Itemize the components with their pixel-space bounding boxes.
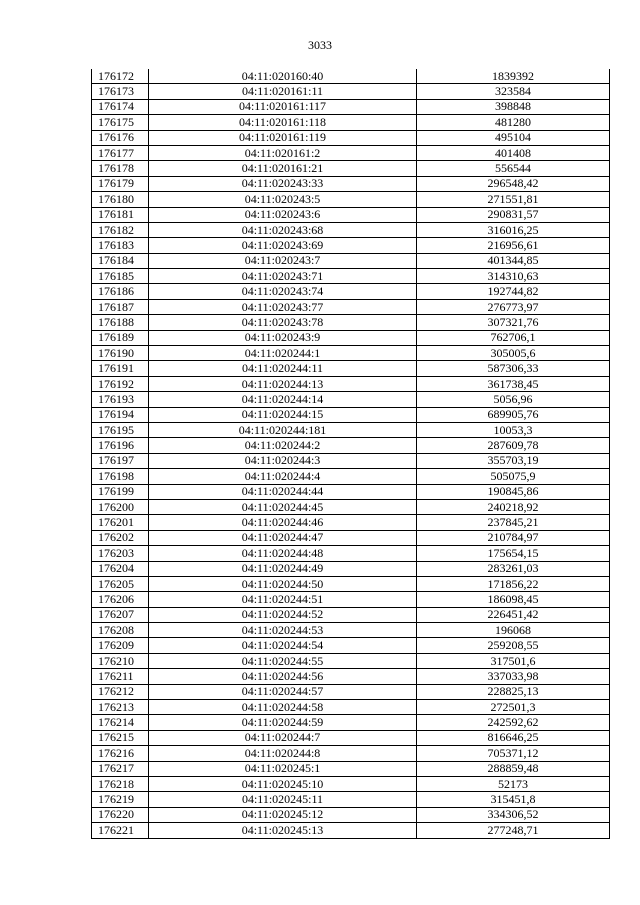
row-number-cell: 176213 [92,700,149,715]
row-number-cell: 176203 [92,546,149,561]
row-number-cell: 176218 [92,776,149,791]
row-number-cell: 176196 [92,438,149,453]
cadastral-number-cell: 04:11:020243:78 [149,315,417,330]
cadastral-value-cell: 334306,52 [417,807,610,822]
table-row [92,207,610,222]
cadastral-value-cell: 337033,98 [417,669,610,684]
cadastral-value-cell: 237845,21 [417,515,610,530]
cadastral-number-cell: 04:11:020243:5 [149,192,417,207]
table-row [92,192,610,207]
table-row [92,346,610,361]
table-row [92,715,610,730]
cadastral-number-cell: 04:11:020245:13 [149,823,417,838]
cadastral-value-cell: 317501,6 [417,653,610,668]
cadastral-value-cell: 190845,86 [417,484,610,499]
table-row [92,623,610,638]
cadastral-value-cell: 5056,96 [417,392,610,407]
cadastral-value-cell: 283261,03 [417,561,610,576]
row-number-cell: 176206 [92,592,149,607]
row-number-cell: 176176 [92,130,149,145]
cadastral-number-cell: 04:11:020160:40 [149,69,417,84]
cadastral-value-cell: 10053,3 [417,422,610,437]
table-row [92,499,610,514]
table-row [92,176,610,191]
row-number-cell: 176173 [92,84,149,99]
cadastral-number-cell: 04:11:020244:47 [149,530,417,545]
table-row [92,653,610,668]
table-row [92,530,610,545]
table-row [92,684,610,699]
cadastral-value-cell: 271551,81 [417,192,610,207]
cadastral-value-cell: 287609,78 [417,438,610,453]
row-number-cell: 176210 [92,653,149,668]
cadastral-value-cell: 401408 [417,145,610,160]
cadastral-number-cell: 04:11:020244:7 [149,730,417,745]
cadastral-number-cell: 04:11:020244:54 [149,638,417,653]
row-number-cell: 176197 [92,453,149,468]
table-row [92,576,610,591]
table-row [92,746,610,761]
table-row [92,561,610,576]
table-row [92,99,610,114]
row-number-cell: 176187 [92,299,149,314]
row-number-cell: 176215 [92,730,149,745]
table-row [92,792,610,807]
row-number-cell: 176184 [92,253,149,268]
cadastral-number-cell: 04:11:020244:55 [149,653,417,668]
row-number-cell: 176183 [92,238,149,253]
table-row [92,299,610,314]
row-number-cell: 176178 [92,161,149,176]
cadastral-value-cell: 196068 [417,623,610,638]
cadastral-number-cell: 04:11:020244:44 [149,484,417,499]
row-number-cell: 176220 [92,807,149,822]
row-number-cell: 176212 [92,684,149,699]
cadastral-number-cell: 04:11:020244:46 [149,515,417,530]
cadastral-value-cell: 305005,6 [417,346,610,361]
table-row [92,761,610,776]
table-row [92,469,610,484]
row-number-cell: 176208 [92,623,149,638]
cadastral-number-cell: 04:11:020244:15 [149,407,417,422]
cadastral-number-cell: 04:11:020161:118 [149,115,417,130]
cadastral-number-cell: 04:11:020244:11 [149,361,417,376]
row-number-cell: 176194 [92,407,149,422]
table-row [92,823,610,838]
cadastral-number-cell: 04:11:020161:119 [149,130,417,145]
table-row [92,330,610,345]
table-row [92,407,610,422]
table-row [92,730,610,745]
cadastral-value-cell: 171856,22 [417,576,610,591]
cadastral-number-cell: 04:11:020243:71 [149,269,417,284]
cadastral-number-cell: 04:11:020243:68 [149,222,417,237]
table-row [92,546,610,561]
cadastral-number-cell: 04:11:020244:53 [149,623,417,638]
cadastral-number-cell: 04:11:020243:7 [149,253,417,268]
cadastral-number-cell: 04:11:020244:14 [149,392,417,407]
row-number-cell: 176211 [92,669,149,684]
cadastral-number-cell: 04:11:020244:58 [149,700,417,715]
cadastral-value-cell: 52173 [417,776,610,791]
row-number-cell: 176191 [92,361,149,376]
cadastral-number-cell: 04:11:020244:181 [149,422,417,437]
cadastral-number-cell: 04:11:020243:9 [149,330,417,345]
table-row [92,130,610,145]
cadastral-value-cell: 705371,12 [417,746,610,761]
cadastral-number-cell: 04:11:020244:52 [149,607,417,622]
table-row [92,453,610,468]
row-number-cell: 176207 [92,607,149,622]
table-body [92,69,610,838]
row-number-cell: 176201 [92,515,149,530]
table-row [92,484,610,499]
cadastral-value-cell: 689905,76 [417,407,610,422]
page-number: 3033 [308,38,332,52]
cadastral-number-cell: 04:11:020244:56 [149,669,417,684]
cadastral-value-cell: 361738,45 [417,376,610,391]
row-number-cell: 176219 [92,792,149,807]
row-number-cell: 176200 [92,499,149,514]
row-number-cell: 176189 [92,330,149,345]
row-number-cell: 176181 [92,207,149,222]
table-row [92,269,610,284]
cadastral-number-cell: 04:11:020243:74 [149,284,417,299]
row-number-cell: 176216 [92,746,149,761]
table-row [92,638,610,653]
cadastral-value-cell: 398848 [417,99,610,114]
cadastral-number-cell: 04:11:020245:11 [149,792,417,807]
table-row [92,515,610,530]
cadastral-value-cell: 272501,3 [417,700,610,715]
table-row [92,69,610,84]
cadastral-number-cell: 04:11:020244:57 [149,684,417,699]
cadastral-number-cell: 04:11:020245:1 [149,761,417,776]
cadastral-value-cell: 216956,61 [417,238,610,253]
cadastral-value-cell: 762706,1 [417,330,610,345]
cadastral-number-cell: 04:11:020244:50 [149,576,417,591]
cadastral-number-cell: 04:11:020161:21 [149,161,417,176]
table-row [92,776,610,791]
cadastral-value-cell: 816646,25 [417,730,610,745]
cadastral-value-cell: 240218,92 [417,499,610,514]
cadastral-value-cell: 314310,63 [417,269,610,284]
cadastral-value-cell: 210784,97 [417,530,610,545]
cadastral-value-cell: 192744,82 [417,284,610,299]
row-number-cell: 176190 [92,346,149,361]
cadastral-number-cell: 04:11:020161:117 [149,99,417,114]
cadastral-value-cell: 276773,97 [417,299,610,314]
row-number-cell: 176186 [92,284,149,299]
row-number-cell: 176198 [92,469,149,484]
cadastral-number-cell: 04:11:020243:6 [149,207,417,222]
row-number-cell: 176204 [92,561,149,576]
row-number-cell: 176177 [92,145,149,160]
cadastral-number-cell: 04:11:020161:2 [149,145,417,160]
table-row [92,438,610,453]
row-number-cell: 176217 [92,761,149,776]
row-number-cell: 176182 [92,222,149,237]
table-row [92,607,610,622]
cadastral-value-table [91,69,610,839]
table-row [92,84,610,99]
table-row [92,361,610,376]
row-number-cell: 176209 [92,638,149,653]
cadastral-number-cell: 04:11:020244:51 [149,592,417,607]
cadastral-number-cell: 04:11:020244:13 [149,376,417,391]
cadastral-number-cell: 04:11:020244:4 [149,469,417,484]
row-number-cell: 176174 [92,99,149,114]
cadastral-number-cell: 04:11:020244:48 [149,546,417,561]
cadastral-value-cell: 316016,25 [417,222,610,237]
row-number-cell: 176185 [92,269,149,284]
table-row [92,700,610,715]
cadastral-number-cell: 04:11:020244:2 [149,438,417,453]
cadastral-number-cell: 04:11:020244:59 [149,715,417,730]
cadastral-number-cell: 04:11:020243:69 [149,238,417,253]
row-number-cell: 176175 [92,115,149,130]
cadastral-value-cell: 481280 [417,115,610,130]
cadastral-value-cell: 186098,45 [417,592,610,607]
row-number-cell: 176214 [92,715,149,730]
row-number-cell: 176193 [92,392,149,407]
table-row [92,284,610,299]
row-number-cell: 176199 [92,484,149,499]
cadastral-number-cell: 04:11:020244:49 [149,561,417,576]
table-row [92,115,610,130]
cadastral-number-cell: 04:11:020161:11 [149,84,417,99]
cadastral-value-cell: 226451,42 [417,607,610,622]
table-row [92,253,610,268]
table-row [92,392,610,407]
cadastral-value-cell: 355703,19 [417,453,610,468]
cadastral-value-cell: 587306,33 [417,361,610,376]
cadastral-number-cell: 04:11:020244:1 [149,346,417,361]
cadastral-number-cell: 04:11:020245:12 [149,807,417,822]
table-row [92,161,610,176]
table-row [92,422,610,437]
cadastral-value-cell: 556544 [417,161,610,176]
table-row [92,222,610,237]
table-row [92,807,610,822]
cadastral-number-cell: 04:11:020244:3 [149,453,417,468]
cadastral-value-cell: 505075,9 [417,469,610,484]
table-row [92,592,610,607]
table-row [92,376,610,391]
cadastral-number-cell: 04:11:020244:8 [149,746,417,761]
cadastral-value-cell: 290831,57 [417,207,610,222]
row-number-cell: 176188 [92,315,149,330]
row-number-cell: 176202 [92,530,149,545]
cadastral-value-cell: 323584 [417,84,610,99]
cadastral-number-cell: 04:11:020244:45 [149,499,417,514]
cadastral-value-cell: 401344,85 [417,253,610,268]
cadastral-value-cell: 296548,42 [417,176,610,191]
cadastral-value-cell: 307321,76 [417,315,610,330]
table-row [92,145,610,160]
cadastral-number-cell: 04:11:020243:33 [149,176,417,191]
table-row [92,669,610,684]
cadastral-value-cell: 1839392 [417,69,610,84]
row-number-cell: 176180 [92,192,149,207]
row-number-cell: 176221 [92,823,149,838]
table-row [92,238,610,253]
row-number-cell: 176195 [92,422,149,437]
cadastral-value-cell: 228825,13 [417,684,610,699]
row-number-cell: 176179 [92,176,149,191]
cadastral-value-cell: 277248,71 [417,823,610,838]
cadastral-value-cell: 259208,55 [417,638,610,653]
cadastral-value-cell: 288859,48 [417,761,610,776]
cadastral-number-cell: 04:11:020243:77 [149,299,417,314]
cadastral-value-cell: 242592,62 [417,715,610,730]
cadastral-number-cell: 04:11:020245:10 [149,776,417,791]
cadastral-value-cell: 175654,15 [417,546,610,561]
row-number-cell: 176172 [92,69,149,84]
row-number-cell: 176192 [92,376,149,391]
row-number-cell: 176205 [92,576,149,591]
cadastral-value-cell: 495104 [417,130,610,145]
table-row [92,315,610,330]
cadastral-value-cell: 315451,8 [417,792,610,807]
